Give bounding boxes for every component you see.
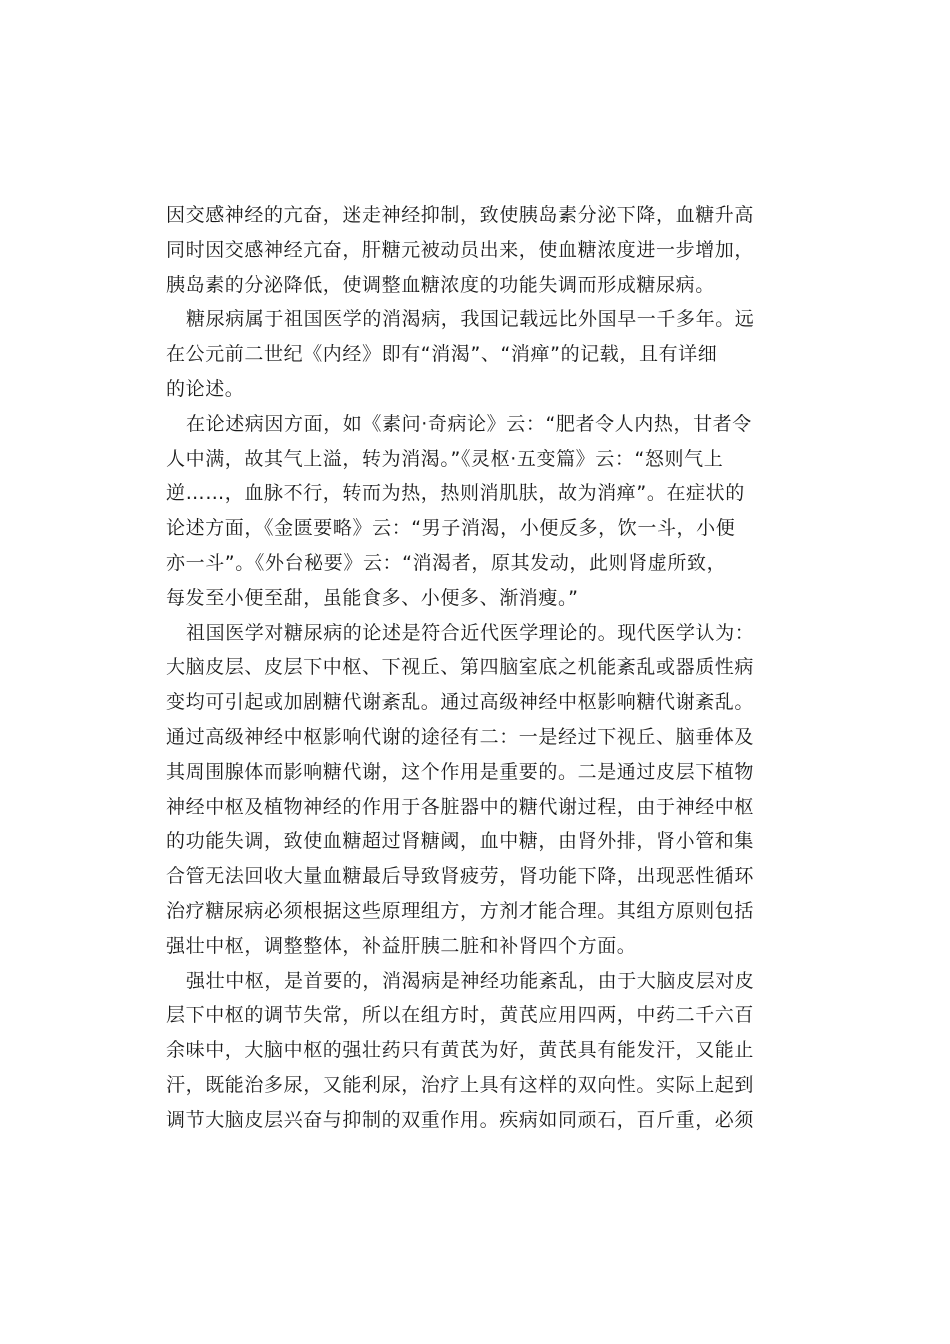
text-line: 逆……，血脉不行，转而为热，热则消肌肤，故为消瘅”。在症状的	[166, 482, 745, 505]
text-line: 通过高级神经中枢影响代谢的途径有二：一是经过下视丘、脑垂体及	[166, 725, 755, 748]
text-line: 的论述。	[166, 377, 245, 400]
text-line: 大脑皮层、皮层下中枢、下视丘、第四脑室底之机能紊乱或器质性病	[166, 656, 755, 679]
text-line: 每发至小便至甜，虽能食多、小便多、渐消瘦。”	[166, 586, 579, 609]
text-line: 强壮中枢，调整整体，补益肝胰二脏和补肾四个方面。	[166, 934, 637, 957]
text-line: 余味中，大脑中枢的强壮药只有黄芪为好，黄芪具有能发汗，又能止	[166, 1039, 755, 1062]
text-line: 层下中枢的调节失常，所以在组方时，黄芪应用四两，中药二千六百	[166, 1004, 755, 1027]
text-line: 论述方面，《金匮要略》云：“男子消渴，小便反多，饮一斗，小便	[166, 517, 736, 540]
text-line: 其周围腺体而影响糖代谢，这个作用是重要的。二是通过皮层下植物	[166, 760, 755, 783]
text-line: 因交感神经的亢奋，迷走神经抑制，致使胰岛素分泌下降，血糖升高	[166, 204, 755, 226]
body-text	[166, 198, 786, 1138]
paragraph-start-line: 强壮中枢，是首要的，消渴病是神经功能紊乱，由于大脑皮层对皮	[186, 969, 755, 992]
text-line: 合管无法回收大量血糖最后导致肾疲劳，肾功能下降，出现恶性循环	[166, 865, 755, 888]
text-line: 神经中枢及植物神经的作用于各脏器中的糖代谢过程，由于神经中枢	[166, 795, 755, 818]
text-line: 亦一斗”。《外台秘要》云：“消渴者，原其发动，此则肾虚所致，	[166, 551, 727, 574]
text-line: 变均可引起或加剧糖代谢紊乱。通过高级神经中枢影响糖代谢紊乱。	[166, 691, 755, 714]
text-line: 调节大脑皮层兴奋与抑制的双重作用。疾病如同顽石，百斤重，必须	[166, 1108, 755, 1131]
paragraph-start-line: 祖国医学对糖尿病的论述是符合近代医学理论的。现代医学认为：	[186, 621, 755, 644]
text-line: 汗，既能治多尿，又能利尿，治疗上具有这样的双向性。实际上起到	[166, 1073, 755, 1096]
text-line: 在公元前二世纪《内经》即有“消渴”、“消瘅”的记载，且有详细	[166, 343, 718, 366]
paragraph-start-line: 糖尿病属于祖国医学的消渴病，我国记载远比外国早一千多年。远	[186, 308, 755, 331]
text-line: 同时因交感神经亢奋，肝糖元被动员出来，使血糖浓度进一步增加，	[166, 238, 755, 261]
text-line: 治疗糖尿病必须根据这些原理组方，方剂才能合理。其组方原则包括	[166, 899, 755, 922]
text-line: 的功能失调，致使血糖超过肾糖阈，血中糖，由肾外排，肾小管和集	[166, 830, 755, 853]
text-line: 人中满，故其气上溢，转为消渴。”《灵枢·五变篇》云：“怒则气上	[166, 447, 724, 470]
paragraph-start-line: 在论述病因方面，如《素问·奇病论》云：“肥者令人内热，甘者令	[186, 412, 752, 435]
text-line: 胰岛素的分泌降低，使调整血糖浓度的功能失调而形成糖尿病。	[166, 273, 715, 296]
